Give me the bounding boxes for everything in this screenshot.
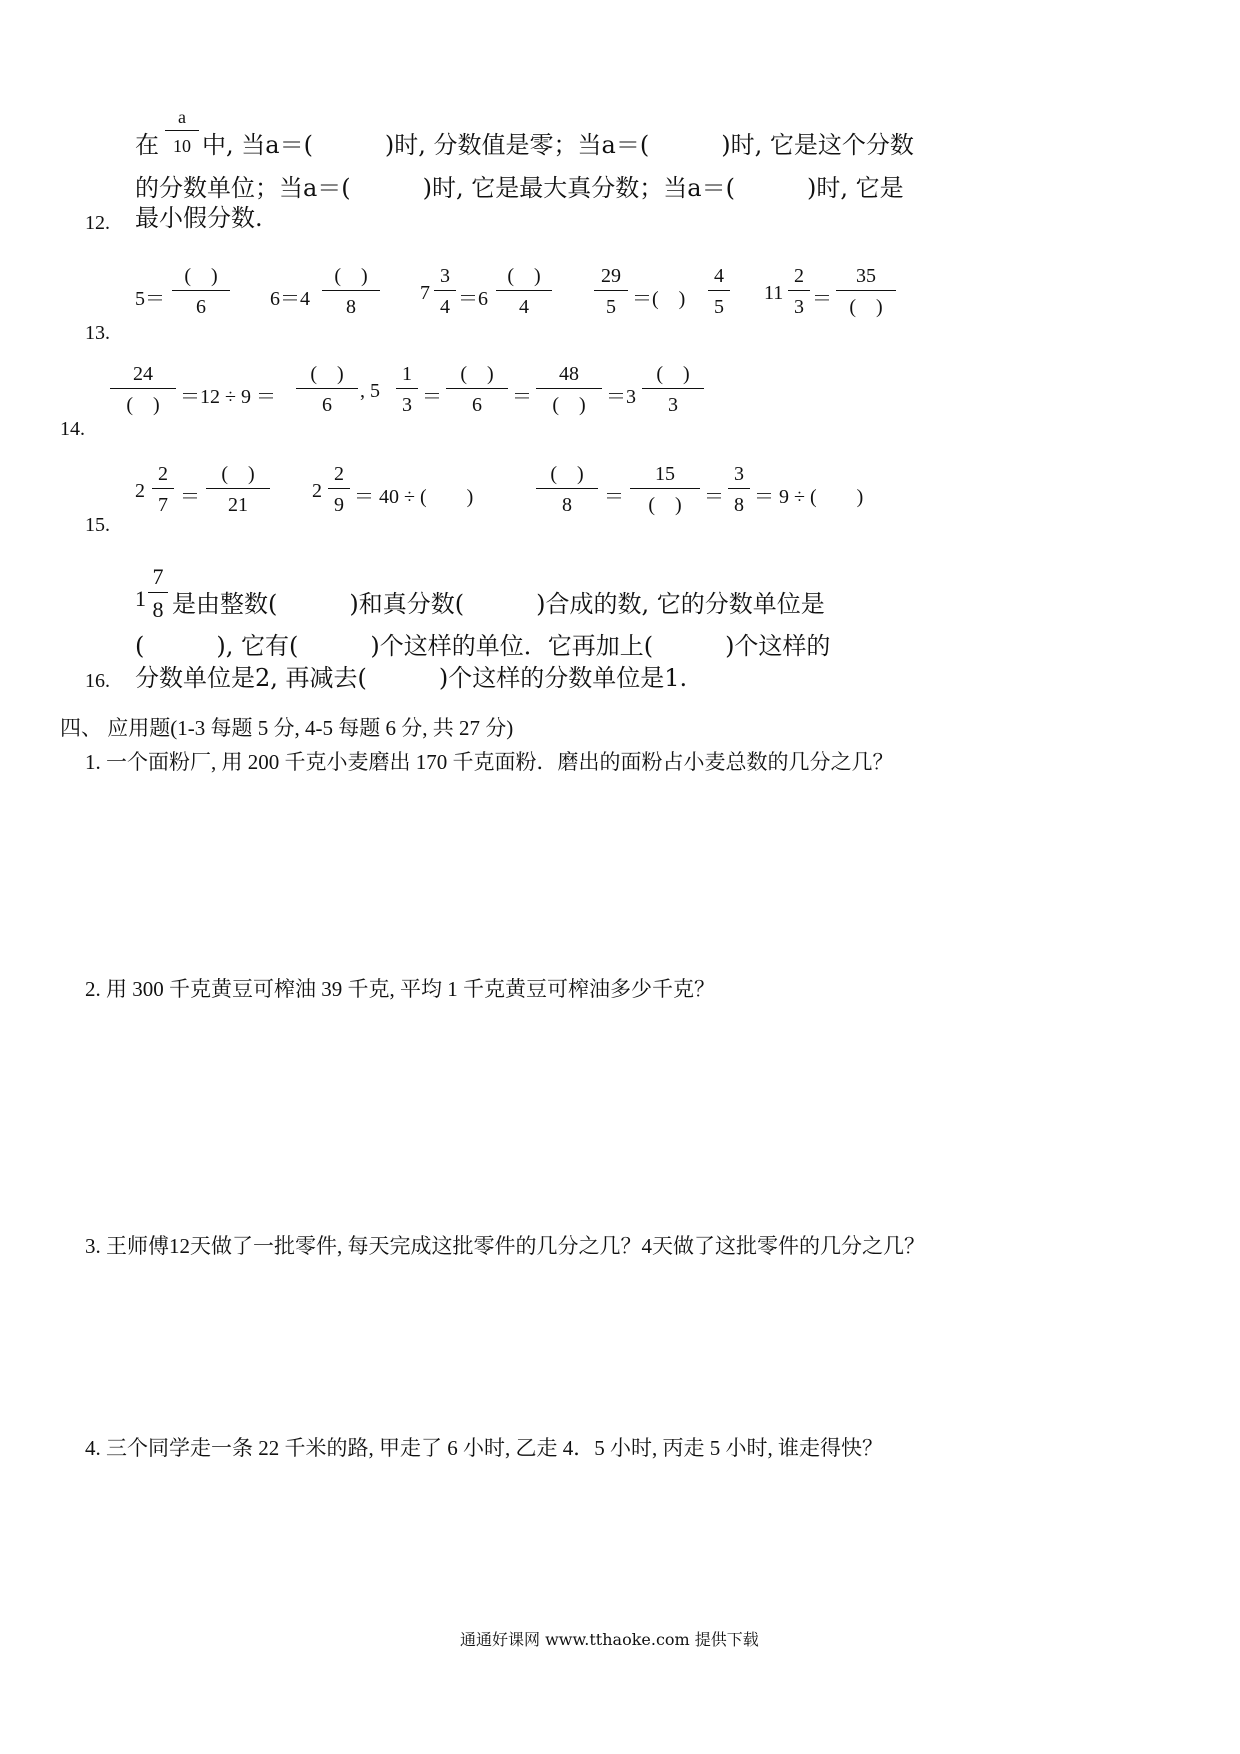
- q16-fraction-num: 7: [152, 564, 164, 589]
- q14-expr-mid: ＝12 ÷ 9 ＝: [180, 386, 276, 408]
- problem-3: 3. 王师傅12天做了一批零件, 每天完成这批零件的几分之几？4天做了这批零件的几分之几？: [85, 1234, 925, 1258]
- q13-frac2-den: 8: [346, 296, 356, 318]
- q15-expr2-int: 2: [312, 480, 322, 502]
- q14-frac5: [536, 364, 602, 415]
- q13-frac4b-den: 5: [714, 296, 724, 318]
- q15-frac3c-den: 8: [734, 494, 744, 516]
- q13-frac5-den: 3: [794, 296, 804, 318]
- q13-expr1-lead: 5＝: [135, 288, 165, 310]
- q15-frac1: [152, 464, 174, 515]
- q12-fraction-denominator: 10: [173, 136, 191, 156]
- q15-expr1-eq: ＝: [180, 486, 200, 508]
- q15-number: 15.: [85, 514, 110, 536]
- q14-frac4-num: ( ): [460, 363, 494, 385]
- section-4-title: 四、 应用题(1-3 每题 5 分, 4-5 每题 6 分, 共 27 分): [60, 716, 514, 740]
- q15-frac2: [328, 464, 350, 515]
- q15-frac1-num: 2: [158, 463, 168, 485]
- q16-line1: 是由整数( )和真分数( )合成的数, 它的分数单位是: [172, 590, 825, 618]
- q13-frac5b-num: 35: [856, 265, 876, 287]
- footer-source: 通通好课网 www.tthaoke.com 提供下载: [460, 1630, 759, 1649]
- q12-line3: 最小假分数.: [135, 204, 263, 232]
- q13-frac1: [172, 266, 230, 317]
- q13-expr2-lead: 6＝4: [270, 288, 310, 310]
- q13-frac3-den: 4: [440, 296, 450, 318]
- q14-eq2: ＝: [512, 386, 532, 408]
- q13-expr3-mid: ＝6: [458, 288, 488, 310]
- q12-number: 12.: [85, 212, 110, 234]
- q13-frac3-num: 3: [440, 265, 450, 287]
- q13-expr4-mid: ＝( ): [632, 288, 686, 310]
- q14-frac3: [396, 364, 418, 415]
- q13-number: 13.: [85, 322, 110, 344]
- q12-line1: 中, 当a＝( )时, 分数值是零；当a＝( )时, 它是这个分数: [202, 131, 914, 159]
- q14-frac6-den: 3: [668, 394, 678, 416]
- q15-frac3b: [630, 464, 700, 515]
- problem-4: 4. 三个同学走一条 22 千米的路, 甲走了 6 小时, 乙走 4．5 小时, 丙走 5 小时, 谁走得快？: [85, 1436, 883, 1460]
- q14-frac1: [110, 364, 176, 415]
- q15-frac3b-den: ( ): [648, 494, 682, 516]
- q13-frac5-num: 2: [794, 265, 804, 287]
- q14-frac5-den: ( ): [552, 394, 586, 416]
- q12-line2: 的分数单位；当a＝( )时, 它是最大真分数；当a＝( )时, 它是: [135, 174, 904, 202]
- q15-frac2-den: 9: [334, 494, 344, 516]
- q15-frac3-num: ( ): [550, 463, 584, 485]
- q13-frac3: [434, 266, 456, 317]
- q15-frac1-den: 7: [158, 494, 168, 516]
- q15-expr3-rest: ＝ 9 ÷ ( ): [754, 486, 864, 508]
- q14-frac6-num: ( ): [656, 363, 690, 385]
- q14-frac2-den: 6: [322, 394, 332, 416]
- q14-frac1-num: 24: [133, 363, 153, 385]
- q15-frac3-den: 8: [562, 494, 572, 516]
- q13-frac3b-num: ( ): [507, 265, 541, 287]
- q15-expr1-int: 2: [135, 480, 145, 502]
- q14-eq3: ＝3: [606, 386, 636, 408]
- q16-fraction: [148, 566, 168, 621]
- q14-frac1-den: ( ): [126, 394, 160, 416]
- q13-frac4-den: 5: [606, 296, 616, 318]
- q15-expr3-eq2: ＝: [704, 486, 724, 508]
- q14-eq1: ＝: [422, 386, 442, 408]
- q13-frac3b-den: 4: [519, 296, 529, 318]
- q14-frac6: [642, 364, 704, 415]
- q16-line3: 分数单位是2, 再减去( )个这样的分数单位是1.: [135, 664, 688, 692]
- q13-frac2: [322, 266, 380, 317]
- q12-fraction-numerator: a: [178, 107, 186, 127]
- problem-1: 1. 一个面粉厂, 用 200 千克小麦磨出 170 千克面粉．磨出的面粉占小麦总数的几分之几？: [85, 750, 894, 774]
- q13-frac4: [594, 266, 628, 317]
- q13-frac5: [788, 266, 810, 317]
- q13-frac2-num: ( ): [334, 265, 368, 287]
- q15-expr2-rest: ＝ 40 ÷ ( ): [354, 486, 474, 508]
- q12-line1-prefix: 在: [135, 131, 159, 159]
- q14-frac4-den: 6: [472, 394, 482, 416]
- q16-integer: 1: [135, 586, 146, 611]
- q16-number: 16.: [85, 670, 110, 692]
- q16-fraction-den: 8: [152, 597, 164, 622]
- q13-frac1-den: 6: [196, 296, 206, 318]
- q13-frac1-num: ( ): [184, 265, 218, 287]
- q16-line2: ( ), 它有( )个这样的单位．它再加上( )个这样的: [135, 632, 831, 660]
- q15-frac3c: [728, 464, 750, 515]
- q15-frac2-num: 2: [334, 463, 344, 485]
- q14-frac4: [446, 364, 508, 415]
- q15-frac1b-num: ( ): [221, 463, 255, 485]
- q14-frac5-num: 48: [559, 363, 579, 385]
- q12-fraction: [165, 108, 199, 155]
- q15-expr3-eq1: ＝: [604, 486, 624, 508]
- q13-expr5-int: 11: [764, 282, 784, 304]
- q13-expr5-eq: ＝: [812, 288, 832, 310]
- q13-frac5b: [836, 266, 896, 317]
- q14-frac2: [296, 364, 358, 415]
- q14-frac3-num: 1: [402, 363, 412, 385]
- q13-frac4b: [708, 266, 730, 317]
- q15-frac3c-num: 3: [734, 463, 744, 485]
- problem-2: 2. 用 300 千克黄豆可榨油 39 千克, 平均 1 千克黄豆可榨油多少千克？: [85, 977, 715, 1001]
- q15-frac3: [536, 464, 598, 515]
- q14-number: 14.: [60, 418, 85, 440]
- q15-frac1b: [206, 464, 270, 515]
- q13-frac4b-num: 4: [714, 265, 724, 287]
- q13-frac5b-den: ( ): [849, 296, 883, 318]
- q15-frac3b-num: 15: [655, 463, 675, 485]
- q15-frac1b-den: 21: [228, 494, 248, 516]
- q14-frac2-num: ( ): [310, 363, 344, 385]
- q13-expr3-int: 7: [420, 282, 430, 304]
- q13-frac4-num: 29: [601, 265, 621, 287]
- q13-frac3b: [496, 266, 552, 317]
- q14-frac3-den: 3: [402, 394, 412, 416]
- q14-comma-int: , 5: [360, 380, 380, 402]
